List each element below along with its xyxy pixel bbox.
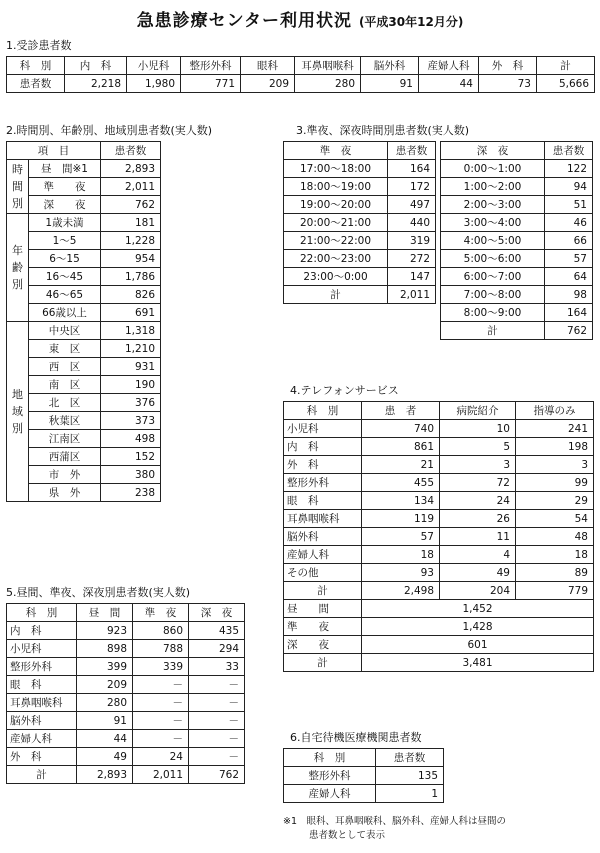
table-row [7,358,161,376]
header-cell: 科 別 [7,57,65,75]
header-cell: 小児科 [127,57,181,75]
table-row [7,430,161,448]
table-row [441,214,593,232]
footnote-mark: ※1 [283,816,298,827]
header-cell: 患 者 [362,402,440,420]
header-cell: 深 夜 [441,142,545,160]
table-cell: － [189,748,245,766]
table-cell: 94 [545,178,593,196]
table-cell: － [133,730,189,748]
table-cell: 小児科 [284,420,362,438]
table-cell: 91 [77,712,133,730]
footnote-line-2: 患者数として表示 [309,830,386,841]
table-row [284,528,594,546]
table-cell: 1,228 [101,232,161,250]
table-row [7,304,161,322]
table-row [7,484,161,502]
table-cell: 204 [440,582,516,600]
table-cell: 18 [362,546,440,564]
table-cell: 373 [101,412,161,430]
table-cell: 外 科 [284,456,362,474]
table-cell: 497 [388,196,436,214]
table-row [7,214,161,232]
table-cell: 江南区 [29,430,101,448]
header-cell: 昼 間 [77,604,133,622]
table-cell: 計 [284,654,362,672]
table-cell: 740 [362,420,440,438]
table-cell: 72 [440,474,516,492]
table-row [7,694,245,712]
table-cell: 7:00～8:00 [441,286,545,304]
table-row [7,394,161,412]
table-row [7,268,161,286]
table-cell: 66 [545,232,593,250]
table-home-standby [283,748,444,803]
table-cell: 1～5 [29,232,101,250]
table-cell: 440 [388,214,436,232]
table-cell: 1,210 [101,340,161,358]
table-cell: 2:00～3:00 [441,196,545,214]
table-header-row [284,749,444,767]
table-row [7,640,245,658]
table-cell: 762 [101,196,161,214]
table-row [7,232,161,250]
table-cell: 54 [516,510,594,528]
table-cell: 6:00～7:00 [441,268,545,286]
table-cell: 17:00～18:00 [284,160,388,178]
table-cell: 931 [101,358,161,376]
table-header-row [284,402,594,420]
table-cell: 49 [77,748,133,766]
table-cell: 319 [388,232,436,250]
table-cell: － [133,676,189,694]
table-row [284,600,594,618]
table-cell: 2,011 [388,286,436,304]
table-cell: 産婦人科 [284,546,362,564]
table-visits-by-department [6,56,595,93]
table-row [284,456,594,474]
table-cell: 762 [545,322,593,340]
table-cell: 198 [516,438,594,456]
table-cell: 深 夜 [284,636,362,654]
header-cell: 指導のみ [516,402,594,420]
table-cell: － [189,694,245,712]
table-cell: 241 [516,420,594,438]
header-cell: 項 目 [7,142,101,160]
table-row [7,178,161,196]
header-cell: 外 科 [479,57,537,75]
table-cell: 29 [516,492,594,510]
header-cell: 耳鼻咽喉科 [295,57,361,75]
table-row [7,196,161,214]
table-row [7,160,161,178]
table-cell: 57 [362,528,440,546]
table-cell: 51 [545,196,593,214]
table-row [7,412,161,430]
table-cell: 患者数 [7,75,65,93]
table-row [7,712,245,730]
table-cell: 10 [440,420,516,438]
table-cell: 93 [362,564,440,582]
page-title [0,6,600,31]
table-cell: 294 [189,640,245,658]
table-cell: 66歳以上 [29,304,101,322]
section-6-heading: 6.自宅待機医療機関患者数 [290,731,422,744]
table-cell: － [189,712,245,730]
table-cell: 18:00～19:00 [284,178,388,196]
table-row [7,75,595,93]
table-cell: 準 夜 [284,618,362,636]
table-cell: 498 [101,430,161,448]
table-cell: 1 [376,785,444,803]
table-cell: 24 [133,748,189,766]
table-cell: 861 [362,438,440,456]
table-cell: 20:00～21:00 [284,214,388,232]
table-cell: 6～15 [29,250,101,268]
header-cell: 計 [537,57,595,75]
table-row [284,564,594,582]
table-row [284,618,594,636]
table-cell: 21 [362,456,440,474]
table-cell: 21:00～22:00 [284,232,388,250]
table-cell: 1歳未満 [29,214,101,232]
table-cell: 164 [388,160,436,178]
table-cell: 耳鼻咽喉科 [284,510,362,528]
table-cell: 44 [419,75,479,93]
table-row [284,214,436,232]
table-cell: 73 [479,75,537,93]
table-cell: 209 [77,676,133,694]
table-cell: 209 [241,75,295,93]
table-row [7,250,161,268]
table-cell: 435 [189,622,245,640]
table-cell: 18 [516,546,594,564]
table-cell: 860 [133,622,189,640]
table-cell: 4 [440,546,516,564]
table-cell: 826 [101,286,161,304]
group-label: 時 間 別 [7,160,29,214]
table-row [284,492,594,510]
table-cell: 昼 間 [284,600,362,618]
table-row [7,340,161,358]
table-cell: 89 [516,564,594,582]
table-cell: 秋葉区 [29,412,101,430]
header-cell: 患者数 [545,142,593,160]
table-cell: 西蒲区 [29,448,101,466]
table-cell: 3,481 [362,654,594,672]
table-row [284,250,436,268]
table-cell: 0:00～1:00 [441,160,545,178]
table-cell: 99 [516,474,594,492]
table-cell: 16～45 [29,268,101,286]
table-cell: 49 [440,564,516,582]
table-cell: － [189,676,245,694]
table-cell: 2,218 [65,75,127,93]
table-cell: 小児科 [7,640,77,658]
table-cell: 計 [441,322,545,340]
table-cell: 西 区 [29,358,101,376]
header-cell: 患者数 [388,142,436,160]
table-cell: 脳外科 [7,712,77,730]
table-cell: 19:00～20:00 [284,196,388,214]
table-cell: 762 [189,766,245,784]
table-cell: 中央区 [29,322,101,340]
table-cell: 923 [77,622,133,640]
header-cell: 産婦人科 [419,57,479,75]
table-cell: 181 [101,214,161,232]
table-cell: 380 [101,466,161,484]
table-cell: 3 [516,456,594,474]
table-cell: 整形外科 [284,767,376,785]
table-telephone-service [283,401,594,672]
table-row [7,676,245,694]
total-row [441,322,593,340]
total-row [7,766,245,784]
table-cell: 県 外 [29,484,101,502]
header-cell: 病院紹介 [440,402,516,420]
table-cell: 779 [516,582,594,600]
table-cell: 2,011 [133,766,189,784]
table-cell: 48 [516,528,594,546]
table-cell: 整形外科 [284,474,362,492]
table-cell: － [133,694,189,712]
table-row [441,160,593,178]
section-2-heading: 2.時間別、年齢別、地域別患者数(実人数) [6,124,213,137]
table-cell: 2,893 [101,160,161,178]
table-cell: 164 [545,304,593,322]
table-row [7,376,161,394]
section-4-heading: 4.テレフォンサービス [290,384,399,397]
table-cell: 東 区 [29,340,101,358]
table-cell: 5,666 [537,75,595,93]
total-row [284,654,594,672]
table-row [284,474,594,492]
group-label: 地 域 別 [7,322,29,502]
header-cell: 眼科 [241,57,295,75]
title-period: (平成30年12月分) [358,15,464,29]
table-row [284,232,436,250]
table-by-period [6,603,245,784]
table-cell: 市 外 [29,466,101,484]
table-row [441,304,593,322]
section-3-heading: 3.準夜、深夜時間別患者数(実人数) [296,124,470,137]
header-cell: 深 夜 [189,604,245,622]
table-cell: 57 [545,250,593,268]
table-cell: 190 [101,376,161,394]
header-cell: 患者数 [101,142,161,160]
table-cell: 898 [77,640,133,658]
table-row [284,438,594,456]
table-cell: 98 [545,286,593,304]
table-cell: 91 [361,75,419,93]
table-header-row [441,142,593,160]
section-5-heading: 5.昼間、準夜、深夜別患者数(実人数) [6,586,191,599]
table-header-row [7,57,595,75]
table-cell: 44 [77,730,133,748]
footnote [283,815,593,843]
table-cell: 2,498 [362,582,440,600]
table-header-row [7,604,245,622]
table-cell: 準 夜 [29,178,101,196]
table-cell: 南 区 [29,376,101,394]
table-header-row [284,142,436,160]
table-cell: 601 [362,636,594,654]
table-cell: 954 [101,250,161,268]
table-cell: 376 [101,394,161,412]
table-header-row [7,142,161,160]
header-cell: 患者数 [376,749,444,767]
header-cell: 科 別 [7,604,77,622]
table-row [7,622,245,640]
table-row [284,268,436,286]
table-cell: 11 [440,528,516,546]
table-cell: － [133,712,189,730]
total-row [284,286,436,304]
header-cell: 準 夜 [133,604,189,622]
table-cell: 1:00～2:00 [441,178,545,196]
table-cell: 46 [545,214,593,232]
table-cell: 計 [284,286,388,304]
table-row [7,730,245,748]
table-cell: 1,428 [362,618,594,636]
table-row [284,160,436,178]
table-row [284,767,444,785]
table-cell: 22:00～23:00 [284,250,388,268]
table-cell: 119 [362,510,440,528]
table-row [284,785,444,803]
table-cell: 455 [362,474,440,492]
table-cell: 耳鼻咽喉科 [7,694,77,712]
table-cell: 771 [181,75,241,93]
table-row [441,268,593,286]
header-cell: 内 科 [65,57,127,75]
table-cell: 272 [388,250,436,268]
table-row [7,448,161,466]
table-row [7,748,245,766]
table-cell: 691 [101,304,161,322]
table-cell: 8:00～9:00 [441,304,545,322]
table-cell: 3:00～4:00 [441,214,545,232]
table-cell: 23:00～0:00 [284,268,388,286]
table-row [284,420,594,438]
table-cell: 238 [101,484,161,502]
table-row [7,322,161,340]
table-cell: 内 科 [7,622,77,640]
table-cell: 計 [284,582,362,600]
table-cell: 2,893 [77,766,133,784]
table-cell: その他 [284,564,362,582]
header-cell: 準 夜 [284,142,388,160]
table-row [284,636,594,654]
table-cell: 外 科 [7,748,77,766]
table-cell: 64 [545,268,593,286]
table-cell: 眼 科 [7,676,77,694]
table-row [441,178,593,196]
table-cell: 280 [77,694,133,712]
table-cell: 399 [77,658,133,676]
table-row [284,178,436,196]
table-cell: 26 [440,510,516,528]
table-row [7,286,161,304]
table-row [284,546,594,564]
table-cell: 深 夜 [29,196,101,214]
table-cell: 昼 間※1 [29,160,101,178]
table-evening-hours [283,141,436,304]
table-cell: 172 [388,178,436,196]
table-cell: 134 [362,492,440,510]
table-cell: 3 [440,456,516,474]
table-cell: － [189,730,245,748]
title-main: 急患診療センター利用状況 [136,11,353,31]
table-cell: 339 [133,658,189,676]
table-by-time-age-area [6,141,161,502]
table-cell: 5:00～6:00 [441,250,545,268]
header-cell: 整形外科 [181,57,241,75]
table-row [441,196,593,214]
table-cell: 眼 科 [284,492,362,510]
table-cell: 1,980 [127,75,181,93]
group-label: 年 齢 別 [7,214,29,322]
table-cell: 33 [189,658,245,676]
total-row [284,582,594,600]
table-row [7,658,245,676]
table-cell: 2,011 [101,178,161,196]
table-cell: 1,318 [101,322,161,340]
table-cell: 24 [440,492,516,510]
header-cell: 科 別 [284,402,362,420]
table-night-hours [440,141,593,340]
table-cell: 1,786 [101,268,161,286]
table-cell: 788 [133,640,189,658]
table-cell: 4:00～5:00 [441,232,545,250]
table-cell: 135 [376,767,444,785]
table-cell: 脳外科 [284,528,362,546]
table-row [284,196,436,214]
table-cell: 産婦人科 [7,730,77,748]
header-cell: 脳外科 [361,57,419,75]
table-cell: 152 [101,448,161,466]
footnote-line-1: 眼科、耳鼻咽喉科、脳外科、産婦人科は昼間の [306,816,507,827]
table-cell: 5 [440,438,516,456]
table-row [441,250,593,268]
table-cell: 整形外科 [7,658,77,676]
section-1-heading: 1.受診患者数 [6,39,72,52]
table-row [7,466,161,484]
table-cell: 内 科 [284,438,362,456]
table-cell: 122 [545,160,593,178]
table-cell: 北 区 [29,394,101,412]
table-cell: 46～65 [29,286,101,304]
table-row [284,510,594,528]
table-row [441,286,593,304]
table-cell: 147 [388,268,436,286]
table-cell: 1,452 [362,600,594,618]
table-cell: 280 [295,75,361,93]
table-cell: 計 [7,766,77,784]
header-cell: 科 別 [284,749,376,767]
table-row [441,232,593,250]
table-cell: 産婦人科 [284,785,376,803]
